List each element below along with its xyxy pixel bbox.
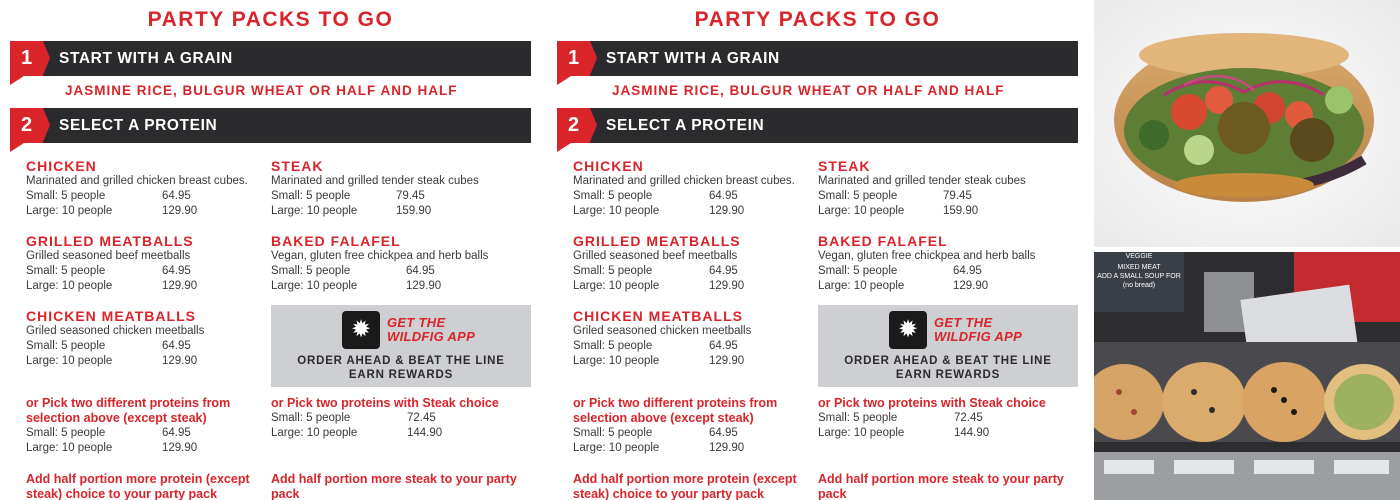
item-name: BAKED FALAFEL <box>271 233 401 249</box>
size-label: Small: 5 people <box>26 427 106 439</box>
price: 64.95 <box>953 265 982 277</box>
price: 159.90 <box>943 205 979 217</box>
size-label: Small: 5 people <box>271 412 351 424</box>
add-half-protein: Add half portion more protein (except steak) choice to your party pack <box>573 472 797 500</box>
item-description: Marinated and grilled tender steak cubes <box>271 175 479 187</box>
price-row-large <box>26 354 266 369</box>
svg-text:(no bread): (no bread) <box>1122 282 1156 289</box>
flag-icon <box>10 143 24 152</box>
sunburst-logo-icon: ✹ <box>889 311 927 349</box>
step-1-banner <box>557 41 1078 76</box>
price: 64.95 <box>162 265 191 277</box>
size-label: Small: 5 people <box>573 340 653 352</box>
price: 64.95 <box>162 190 191 202</box>
menu-item-chicken <box>26 158 266 219</box>
app-promo-title: GET THE WILDFIG APP <box>934 315 1023 344</box>
menu-item-baked-falafel <box>818 233 1058 294</box>
price-row-large <box>573 279 813 294</box>
item-description: Marinated and grilled chicken breast cubes. <box>26 175 248 187</box>
price: 64.95 <box>709 427 738 439</box>
menu-item-grilled-meatballs <box>573 233 813 294</box>
size-label: Small: 5 people <box>818 265 898 277</box>
size-label: Small: 5 people <box>271 190 351 202</box>
size-label: Small: 5 people <box>26 265 106 277</box>
svg-text:MIXED MEAT: MIXED MEAT <box>1117 264 1161 271</box>
item-description: Griled seasoned chicken meetballs <box>26 325 205 337</box>
size-label: Large: 10 people <box>271 427 358 439</box>
item-description: Grilled seasoned beef meetballs <box>573 250 738 262</box>
size-label: Small: 5 people <box>573 265 653 277</box>
price: 129.90 <box>709 205 745 217</box>
price-row-small <box>26 426 276 441</box>
price-row-large <box>271 426 521 441</box>
price-row-large <box>26 279 266 294</box>
price: 129.90 <box>709 355 745 367</box>
menu-panel-left <box>10 0 531 500</box>
item-name: CHICKEN MEATBALLS <box>573 308 743 324</box>
price: 72.45 <box>954 412 983 424</box>
price-row-small <box>573 189 813 204</box>
size-label: Large: 10 people <box>573 280 660 292</box>
flag-icon <box>10 76 24 85</box>
price: 129.90 <box>709 442 745 454</box>
price-row-large <box>818 279 1058 294</box>
price-row-large <box>573 204 813 219</box>
pick-two-proteins <box>26 396 276 456</box>
flatbread-display-photo <box>1094 252 1400 500</box>
price: 129.90 <box>953 280 989 292</box>
step-label: START WITH A GRAIN <box>606 50 780 67</box>
price: 129.90 <box>406 280 442 292</box>
size-label: Small: 5 people <box>26 190 106 202</box>
price-row-large <box>573 441 823 456</box>
add-half-steak: Add half portion more steak to your party pack <box>271 472 517 500</box>
menu-item-chicken-meatballs <box>573 308 813 369</box>
size-label: Small: 5 people <box>271 265 351 277</box>
step-2-banner <box>10 108 531 143</box>
size-label: Large: 10 people <box>26 205 113 217</box>
page-title: PARTY PACKS TO GO <box>694 8 941 31</box>
item-description: Griled seasoned chicken meetballs <box>573 325 752 337</box>
size-label: Large: 10 people <box>818 280 905 292</box>
svg-text:ADD A SMALL SOUP FOR: ADD A SMALL SOUP FOR <box>1097 273 1181 280</box>
promo-line: ORDER AHEAD & BEAT THE LINE <box>297 355 505 367</box>
item-name: BAKED FALAFEL <box>818 233 948 249</box>
app-promo-banner[interactable] <box>271 305 531 387</box>
price: 64.95 <box>162 340 191 352</box>
size-label: Large: 10 people <box>573 205 660 217</box>
step-number: 2 <box>557 108 590 143</box>
price-row-small <box>26 189 266 204</box>
step-1-banner <box>10 41 531 76</box>
step-2-banner <box>557 108 1078 143</box>
pick-with-steak <box>818 396 1068 441</box>
pick-heading: or Pick two different proteins from selection above (except steak) <box>573 396 778 425</box>
size-label: Large: 10 people <box>818 427 905 439</box>
size-label: Large: 10 people <box>26 280 113 292</box>
menu-item-baked-falafel <box>271 233 511 294</box>
menu-item-chicken-meatballs <box>26 308 266 369</box>
grain-options: JASMINE RICE, BULGUR WHEAT OR HALF AND HALF <box>65 83 458 98</box>
price-row-small <box>818 264 1058 279</box>
size-label: Large: 10 people <box>573 355 660 367</box>
step-label: SELECT A PROTEIN <box>59 117 218 134</box>
item-name: GRILLED MEATBALLS <box>26 233 194 249</box>
price-row-small <box>26 264 266 279</box>
item-description: Grilled seasoned beef meetballs <box>26 250 191 262</box>
menu-item-steak <box>818 158 1058 219</box>
step-label: SELECT A PROTEIN <box>606 117 765 134</box>
menu-item-steak <box>271 158 511 219</box>
price-row-large <box>26 441 276 456</box>
price-row-large <box>271 279 511 294</box>
price: 129.90 <box>709 280 745 292</box>
item-name: STEAK <box>818 158 871 174</box>
item-description: Vegan, gluten free chickpea and herb balls <box>271 250 489 262</box>
promo-line: EARN REWARDS <box>348 369 454 381</box>
price: 64.95 <box>709 265 738 277</box>
price-row-large <box>818 426 1068 441</box>
price-row-large <box>818 204 1058 219</box>
price-row-small <box>573 426 823 441</box>
pita-illustration <box>1094 0 1400 247</box>
price-row-small <box>271 189 511 204</box>
item-description: Vegan, gluten free chickpea and herb balls <box>818 250 1036 262</box>
page-title: PARTY PACKS TO GO <box>147 8 394 31</box>
item-name: CHICKEN MEATBALLS <box>26 308 196 324</box>
price: 129.90 <box>162 205 198 217</box>
price: 159.90 <box>396 205 432 217</box>
grain-options: JASMINE RICE, BULGUR WHEAT OR HALF AND HALF <box>612 83 1005 98</box>
size-label: Small: 5 people <box>573 427 653 439</box>
price: 129.90 <box>162 280 198 292</box>
item-description: Marinated and grilled tender steak cubes <box>818 175 1026 187</box>
step-number: 1 <box>557 41 590 76</box>
size-label: Large: 10 people <box>271 280 358 292</box>
pick-heading: or Pick two proteins with Steak choice <box>271 396 499 410</box>
step-number: 2 <box>10 108 43 143</box>
item-name: CHICKEN <box>26 158 97 174</box>
promo-line: EARN REWARDS <box>895 369 1001 381</box>
price: 64.95 <box>406 265 435 277</box>
price: 64.95 <box>162 427 191 439</box>
price-row-small <box>573 339 813 354</box>
pick-with-steak <box>271 396 521 441</box>
price-row-large <box>271 204 511 219</box>
arrow-icon <box>590 41 597 75</box>
arrow-icon <box>43 41 50 75</box>
pick-heading: or Pick two different proteins from selection above (except steak) <box>26 396 231 425</box>
step-number: 1 <box>10 41 43 76</box>
flag-icon <box>557 76 571 85</box>
price-row-large <box>573 354 813 369</box>
size-label: Large: 10 people <box>26 355 113 367</box>
flag-icon <box>557 143 571 152</box>
item-description: Marinated and grilled chicken breast cubes. <box>573 175 795 187</box>
price-row-small <box>573 264 813 279</box>
size-label: Large: 10 people <box>271 205 358 217</box>
price: 129.90 <box>162 355 198 367</box>
app-promo-banner[interactable] <box>818 305 1078 387</box>
price: 129.90 <box>162 442 198 454</box>
menu-item-grilled-meatballs <box>26 233 266 294</box>
price-row-small <box>271 411 521 426</box>
item-name: STEAK <box>271 158 324 174</box>
size-label: Small: 5 people <box>573 190 653 202</box>
pick-two-proteins <box>573 396 823 456</box>
price: 79.45 <box>396 190 425 202</box>
promo-line: ORDER AHEAD & BEAT THE LINE <box>844 355 1052 367</box>
app-promo-title: GET THE WILDFIG APP <box>387 315 476 344</box>
item-name: CHICKEN <box>573 158 644 174</box>
price: 144.90 <box>407 427 443 439</box>
menu-panel-right <box>557 0 1078 500</box>
size-label: Small: 5 people <box>818 412 898 424</box>
menu-item-chicken <box>573 158 813 219</box>
size-label: Small: 5 people <box>26 340 106 352</box>
arrow-icon <box>590 108 597 142</box>
size-label: Small: 5 people <box>818 190 898 202</box>
pick-heading: or Pick two proteins with Steak choice <box>818 396 1046 410</box>
price-row-small <box>26 339 266 354</box>
add-half-steak: Add half portion more steak to your party pack <box>818 472 1064 500</box>
item-name: GRILLED MEATBALLS <box>573 233 741 249</box>
price-row-small <box>818 411 1068 426</box>
price: 64.95 <box>709 190 738 202</box>
svg-text:VEGGIE: VEGGIE <box>1125 253 1153 260</box>
arrow-icon <box>43 108 50 142</box>
size-label: Large: 10 people <box>818 205 905 217</box>
price: 64.95 <box>709 340 738 352</box>
price-row-large <box>26 204 266 219</box>
sunburst-logo-icon: ✹ <box>342 311 380 349</box>
size-label: Large: 10 people <box>573 442 660 454</box>
price-row-small <box>818 189 1058 204</box>
step-label: START WITH A GRAIN <box>59 50 233 67</box>
price: 72.45 <box>407 412 436 424</box>
price-row-small <box>271 264 511 279</box>
falafel-pita-photo <box>1094 0 1400 247</box>
add-half-protein: Add half portion more protein (except steak) choice to your party pack <box>26 472 250 500</box>
price: 79.45 <box>943 190 972 202</box>
size-label: Large: 10 people <box>26 442 113 454</box>
price: 144.90 <box>954 427 990 439</box>
display-case-illustration <box>1094 252 1400 500</box>
